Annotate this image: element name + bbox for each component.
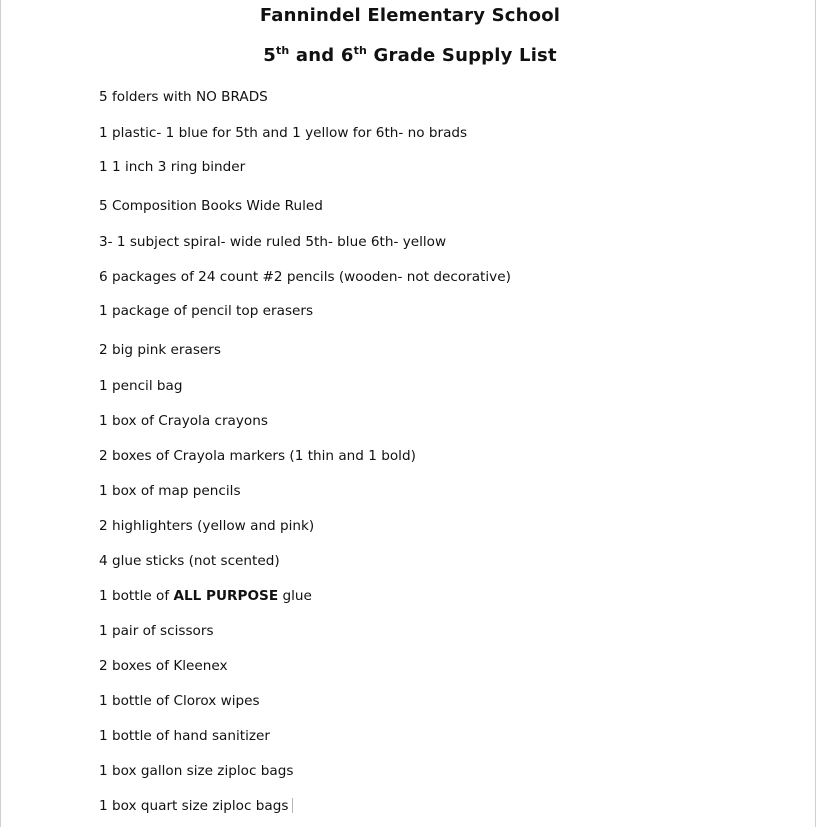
grade-five: 5 [263, 45, 276, 66]
list-item: 4 glue sticks (not scented) [99, 553, 280, 569]
list-item: 1 box of Crayola crayons [99, 413, 268, 429]
list-item-emphasis: ALL PURPOSE [173, 588, 279, 604]
list-item: 3- 1 subject spiral- wide ruled 5th- blue 6th- yellow [99, 234, 447, 250]
list-item: 2 highlighters (yellow and pink) [99, 518, 315, 534]
list-item [99, 798, 293, 814]
list-item: 1 package of pencil top erasers [99, 303, 314, 319]
list-item: 2 big pink erasers [99, 342, 221, 358]
text-cursor[interactable] [292, 798, 293, 813]
list-item-text: glue [278, 588, 312, 604]
list-item: 2 boxes of Kleenex [99, 658, 228, 674]
list-item: 1 1 inch 3 ring binder [99, 159, 246, 175]
list-item: 1 box gallon size ziploc bags [99, 763, 294, 779]
grade-six: 6 [340, 45, 354, 66]
list-item: 1 pencil bag [99, 378, 183, 394]
grade-five-suffix: th [275, 44, 290, 57]
list-title [1, 45, 818, 66]
list-title-text: Grade Supply List [367, 45, 557, 66]
school-name: Fannindel Elementary School [259, 5, 561, 26]
list-item: 6 packages of 24 count #2 pencils (wooden- not decorative) [99, 269, 511, 285]
list-item [99, 588, 312, 604]
grade-six-suffix: th [353, 44, 368, 57]
list-item: 5 folders with NO BRADS [99, 89, 268, 105]
and-text: and [289, 45, 341, 66]
list-item: 2 boxes of Crayola markers (1 thin and 1 bold) [99, 448, 416, 464]
list-item: 5 Composition Books Wide Ruled [99, 198, 323, 214]
list-item-text: 1 bottle of [99, 588, 174, 604]
list-item: 1 box of map pencils [99, 483, 241, 499]
list-item-text: 1 box quart size ziploc bags [99, 798, 289, 814]
list-item: 1 pair of scissors [99, 623, 214, 639]
list-item: 1 bottle of Clorox wipes [99, 693, 260, 709]
list-item: 1 plastic- 1 blue for 5th and 1 yellow for 6th- no brads [99, 125, 468, 141]
list-item: 1 bottle of hand sanitizer [99, 728, 270, 744]
